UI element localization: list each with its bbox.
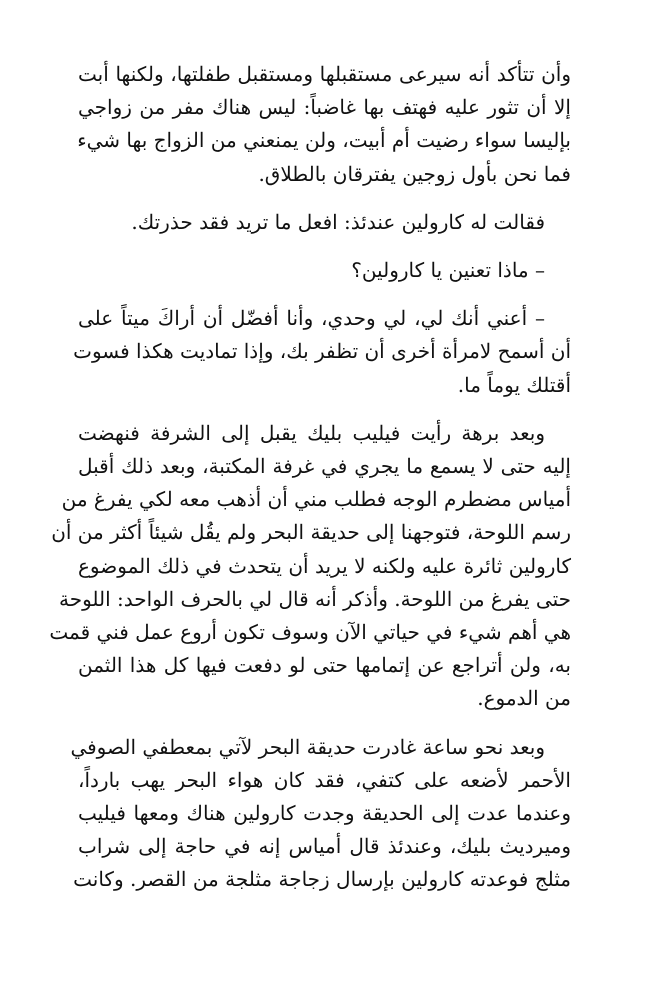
text-line: أن أسمح لامرأة أخرى أن تظفر بك، وإذا تماديت هكذا فسوت <box>73 339 571 364</box>
text-line: وبعد برهة رأيت فيليب بليك يقبل إلى الشرفة فنهضت <box>78 420 545 445</box>
paragraph <box>73 302 571 402</box>
text-line: وأن تتأكد أنه سيرعى مستقبلها ومستقبل طفلتها، ولكنها أبت <box>78 62 571 86</box>
text-line: مثلج فوعدته كارولين بإرسال زجاجة مثلجة من القصر. وكانت <box>73 867 571 892</box>
text-line: كارولين ثائرة عليه ولكنه لا يريد أن يتحدث في ذلك الموضوع <box>78 553 571 578</box>
text-line: أمياس مضطرم الوجه فطلب مني أن أذهب معه لكي يفرغ من <box>61 487 571 512</box>
text-line: – ماذا تعنين يا كارولين؟ <box>351 258 545 283</box>
text-line: هي أهم شيء في حياتي الآن وسوف تكون أروع عمل فني قمت <box>49 620 571 645</box>
paragraph <box>78 254 571 287</box>
paragraph <box>78 206 571 239</box>
text-line: به، ولن أتراجع عن إتمامها حتى لو دفعت فيها كل هذا الثمن <box>78 653 571 678</box>
text-line: إليه حتى لا يسمع ما يجري في غرفة المكتبة، وبعد ذلك أقبل <box>78 454 571 479</box>
text-line: – أعني أنك لي، لي وحدي، وأنا أفضّل أن أراكَ ميتاً على <box>78 306 545 331</box>
text-line: وعندما عدت إلى الحديقة وجدت كارولين هناك ومعها فيليب <box>78 801 571 826</box>
text-line: أقتلك يوماً ما. <box>457 372 571 397</box>
text-line: من الدموع. <box>477 686 571 711</box>
text-line: بإليسا سواء رضيت أم أبيت، ولن يمنعني من الزواج بها شيء <box>77 128 571 153</box>
text-line: الأحمر لأضعه على كتفي، فقد كان هواء البحر يهب بارداً، <box>78 767 571 792</box>
text-line: حتى يفرغ من اللوحة. وأذكر أنه قال لي بالحرف الواحد: اللوحة <box>58 586 571 611</box>
paragraph <box>49 417 571 716</box>
text-line: إلا أن تثور عليه فهتف بها غاضباً: ليس هناك مفر من زواجي <box>78 95 571 120</box>
text-line: وبعد نحو ساعة غادرت حديقة البحر لآتي بمعطفي الصوفي <box>70 734 545 759</box>
text-line: وميرديث بليك، وعندئذ قال أمياس إنه في حاجة إلى شراب <box>78 834 571 859</box>
text-line: فقالت له كارولين عندئذ: افعل ما تريد فقد حذرتك. <box>131 209 545 234</box>
paragraph <box>70 731 571 897</box>
paragraph <box>78 58 571 191</box>
text-line: رسم اللوحة، فتوجهنا إلى حديقة البحر ولم يقُل شيئاً أكثر من أن <box>51 520 571 545</box>
text-line: فما نحن بأول زوجين يفترقان بالطلاق. <box>258 161 571 186</box>
